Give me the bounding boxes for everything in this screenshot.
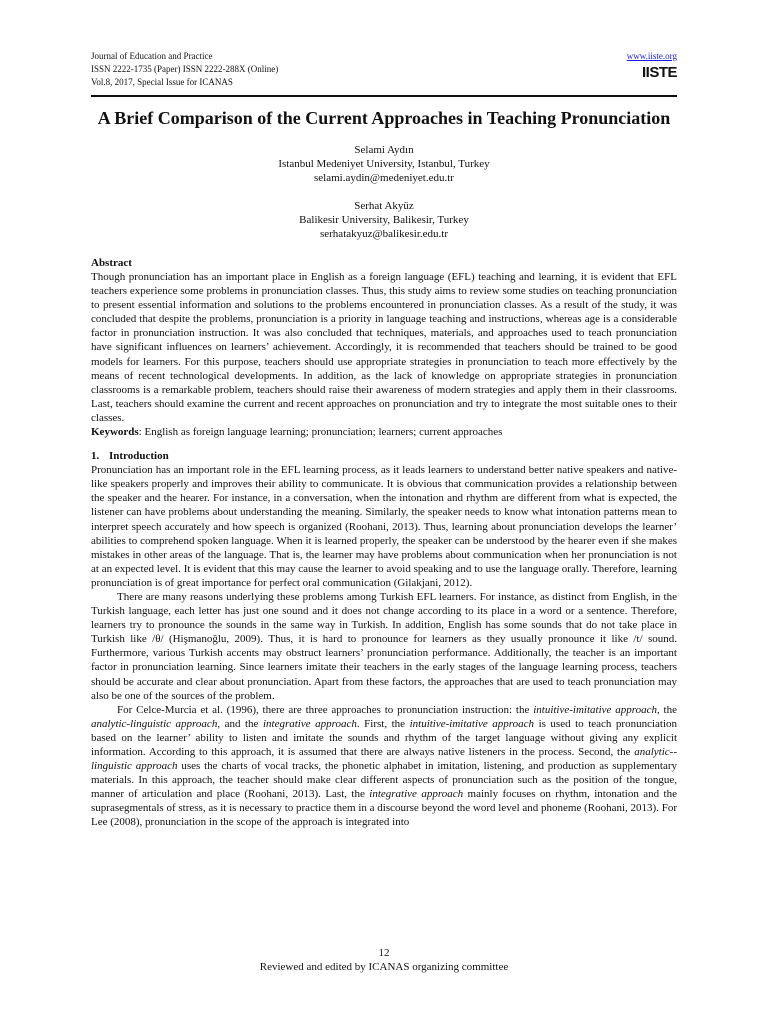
author-affiliation: Balikesir University, Balikesir, Turkey (299, 214, 469, 226)
text-run: . First, the (356, 717, 410, 730)
author-email: selami.aydin@medeniyet.edu.tr (314, 172, 454, 184)
term-emphasis: analytic--linguistic approach (91, 746, 677, 773)
section-title: Introduction (109, 450, 169, 463)
section-number: 1. (91, 450, 100, 463)
term-emphasis: intuitive-imitative approach (533, 703, 657, 716)
keywords-label: Keywords (91, 426, 139, 439)
text-run: uses the charts of vocal tracks, the phonetic alphabet in imitation, listening, and production as supplementary materials. In this approach, the teacher should make clear different aspects of pronunciation such as the position of the tongue, manner of articulation and place (Roohani, 2013). Last, the (91, 760, 677, 801)
author-name: Selami Aydın (354, 144, 414, 156)
author-affiliation: Istanbul Medeniyet University, Istanbul, Turkey (278, 158, 490, 170)
page-number: 12 (378, 947, 390, 959)
page-footer (91, 946, 677, 974)
intro-paragraph-2: There are many reasons underlying these problems among Turkish EFL learners. For instance, as distinct from English, in the Turkish language, each letter has just one sound and it does not change according to its place in a word or a sentence. Therefore, learners try to pronounce the sounds in the same way in Turkish. In addition, English has some sounds that do not take place in Turkish like /θ/ (Hişmanoğlu, 2009). Thus, it is hard to pronounce for learners as they usually pronounce it like /t/ sound. Furthermore, various Turkish accents may obstruct learners’ pronunciation performance. Additionally, the teacher is an important factor in pronunciation learning. Since learners imitate their teachers in the early stages of the language learning process, teachers should be accurate and clear about pronunciation. Apart from these factors, the approaches that are used to teach pronunciation may also be one of the sources of the problem. (91, 590, 677, 702)
author-block (91, 143, 677, 185)
keywords-text: : English as foreign language learning; pronunciation; learners; current approaches (138, 426, 503, 439)
journal-volume: Vol.8, 2017, Special Issue for ICANAS (91, 77, 233, 87)
journal-name: Journal of Education and Practice (91, 51, 213, 61)
journal-header (91, 50, 677, 94)
author-email: serhatakyuz@balikesir.edu.tr (319, 228, 449, 240)
abstract-heading: Abstract (91, 257, 132, 269)
paper-page (91, 50, 677, 830)
author-name: Serhat Akyüz (354, 200, 414, 212)
term-emphasis: integrative approach (369, 788, 464, 801)
text-run: , the (656, 703, 677, 716)
term-emphasis: intuitive-imitative approach (409, 717, 535, 730)
author-block (91, 199, 677, 241)
iiste-logo: IISTE (641, 64, 677, 81)
term-emphasis: integrative approach (262, 717, 357, 730)
journal-site (627, 50, 677, 81)
keywords-line (91, 425, 677, 439)
text-run: is used to teach pronunciation based on the learner’ ability to listen and imitate the sounds and rhythm of the target language without giving any explicit information. According to this approach, it is assumed that there are always native listeners in the process. Second, the (91, 717, 678, 758)
journal-issn: ISSN 2222-1735 (Paper) ISSN 2222-288X (Online) (91, 64, 279, 74)
intro-paragraph-3 (91, 703, 677, 830)
footer-note: Reviewed and edited by ICANAS organizing committee (259, 961, 509, 973)
header-divider (91, 95, 677, 97)
paper-title: A Brief Comparison of the Current Approaches in Teaching Pronunciation (97, 108, 671, 128)
term-emphasis: analytic-linguistic approach (91, 717, 218, 730)
intro-paragraph-1: Pronunciation has an important role in the EFL learning process, as it leads learners to understand better native speakers and native-like speakers properly and improves their ability to communicate. It is obvious that communication provides a relationship between the speaker and the hearer. For instance, in a conversation, when the intonation and rhythm are different from what is expected, the listener can have problems about understanding the meaning. Similarly, the speaker needs to know what intonation patterns mean to interpret speech accurately and how speech is organized (Roohani, 2013). Thus, learning about pronunciation develops the learner’ abilities to comprehend spoken language. When it is learned properly, the speaker can be understood by the hearer even if she makes mistakes in other areas of the language. That is, the learner may have problems about communication when her pronunciation is not at an expected level. It is evident that this may cause the learner to avoid speaking and to use the language orally. Therefore, learning pronunciation is of great importance for perfect oral communication (Gilakjani, 2012). (91, 464, 677, 589)
section-heading-introduction (91, 449, 677, 463)
abstract-text: Though pronunciation has an important place in English as a foreign language (EFL) teaching and learning, it is evident that EFL teachers experience some problems in pronunciation classes. Thus, this study aims to review some studies on teaching pronunciation to present essential information and solutions to the problems encountered in pronunciation classes. As a result of the study, it was concluded that despite the problems, pronunciation is a priority in language teaching and instructions, whereas age is a considerable factor in pronunciation instruction. It was also concluded that techniques, materials, and approaches used to teach pronunciation have significant influences on learners’ achievement. Accordingly, it is recommended that teachers should be trained to be good models for learners. For this purpose, teachers should use appropriate strategies in pronunciation to teach more effectively by the means of recent technological developments. In addition, as the lack of knowledge on appropriate strategies in pronunciation classrooms is a remarkable problem, teachers should raise their awareness of modern strategies and apply them in their classrooms. Last, teachers should examine the current and recent approaches on pronunciation and try to integrate the most suitable ones to their classes. (91, 271, 677, 424)
journal-meta (91, 50, 677, 89)
text-run: For Celce-Murcia et al. (1996), there are three approaches to pronunciation instruction: the (117, 703, 534, 716)
text-run: , and the (217, 717, 263, 730)
text-run: mainly focuses on rhythm, intonation and the suprasegmentals of stress, as it is necessary to practice them in a discourse beyond the word level and phoneme (Roohani, 2013). For Lee (2008), pronunciation in the scope of the approach is integrated into (91, 788, 677, 829)
website-link[interactable]: www.iiste.org (626, 51, 677, 61)
